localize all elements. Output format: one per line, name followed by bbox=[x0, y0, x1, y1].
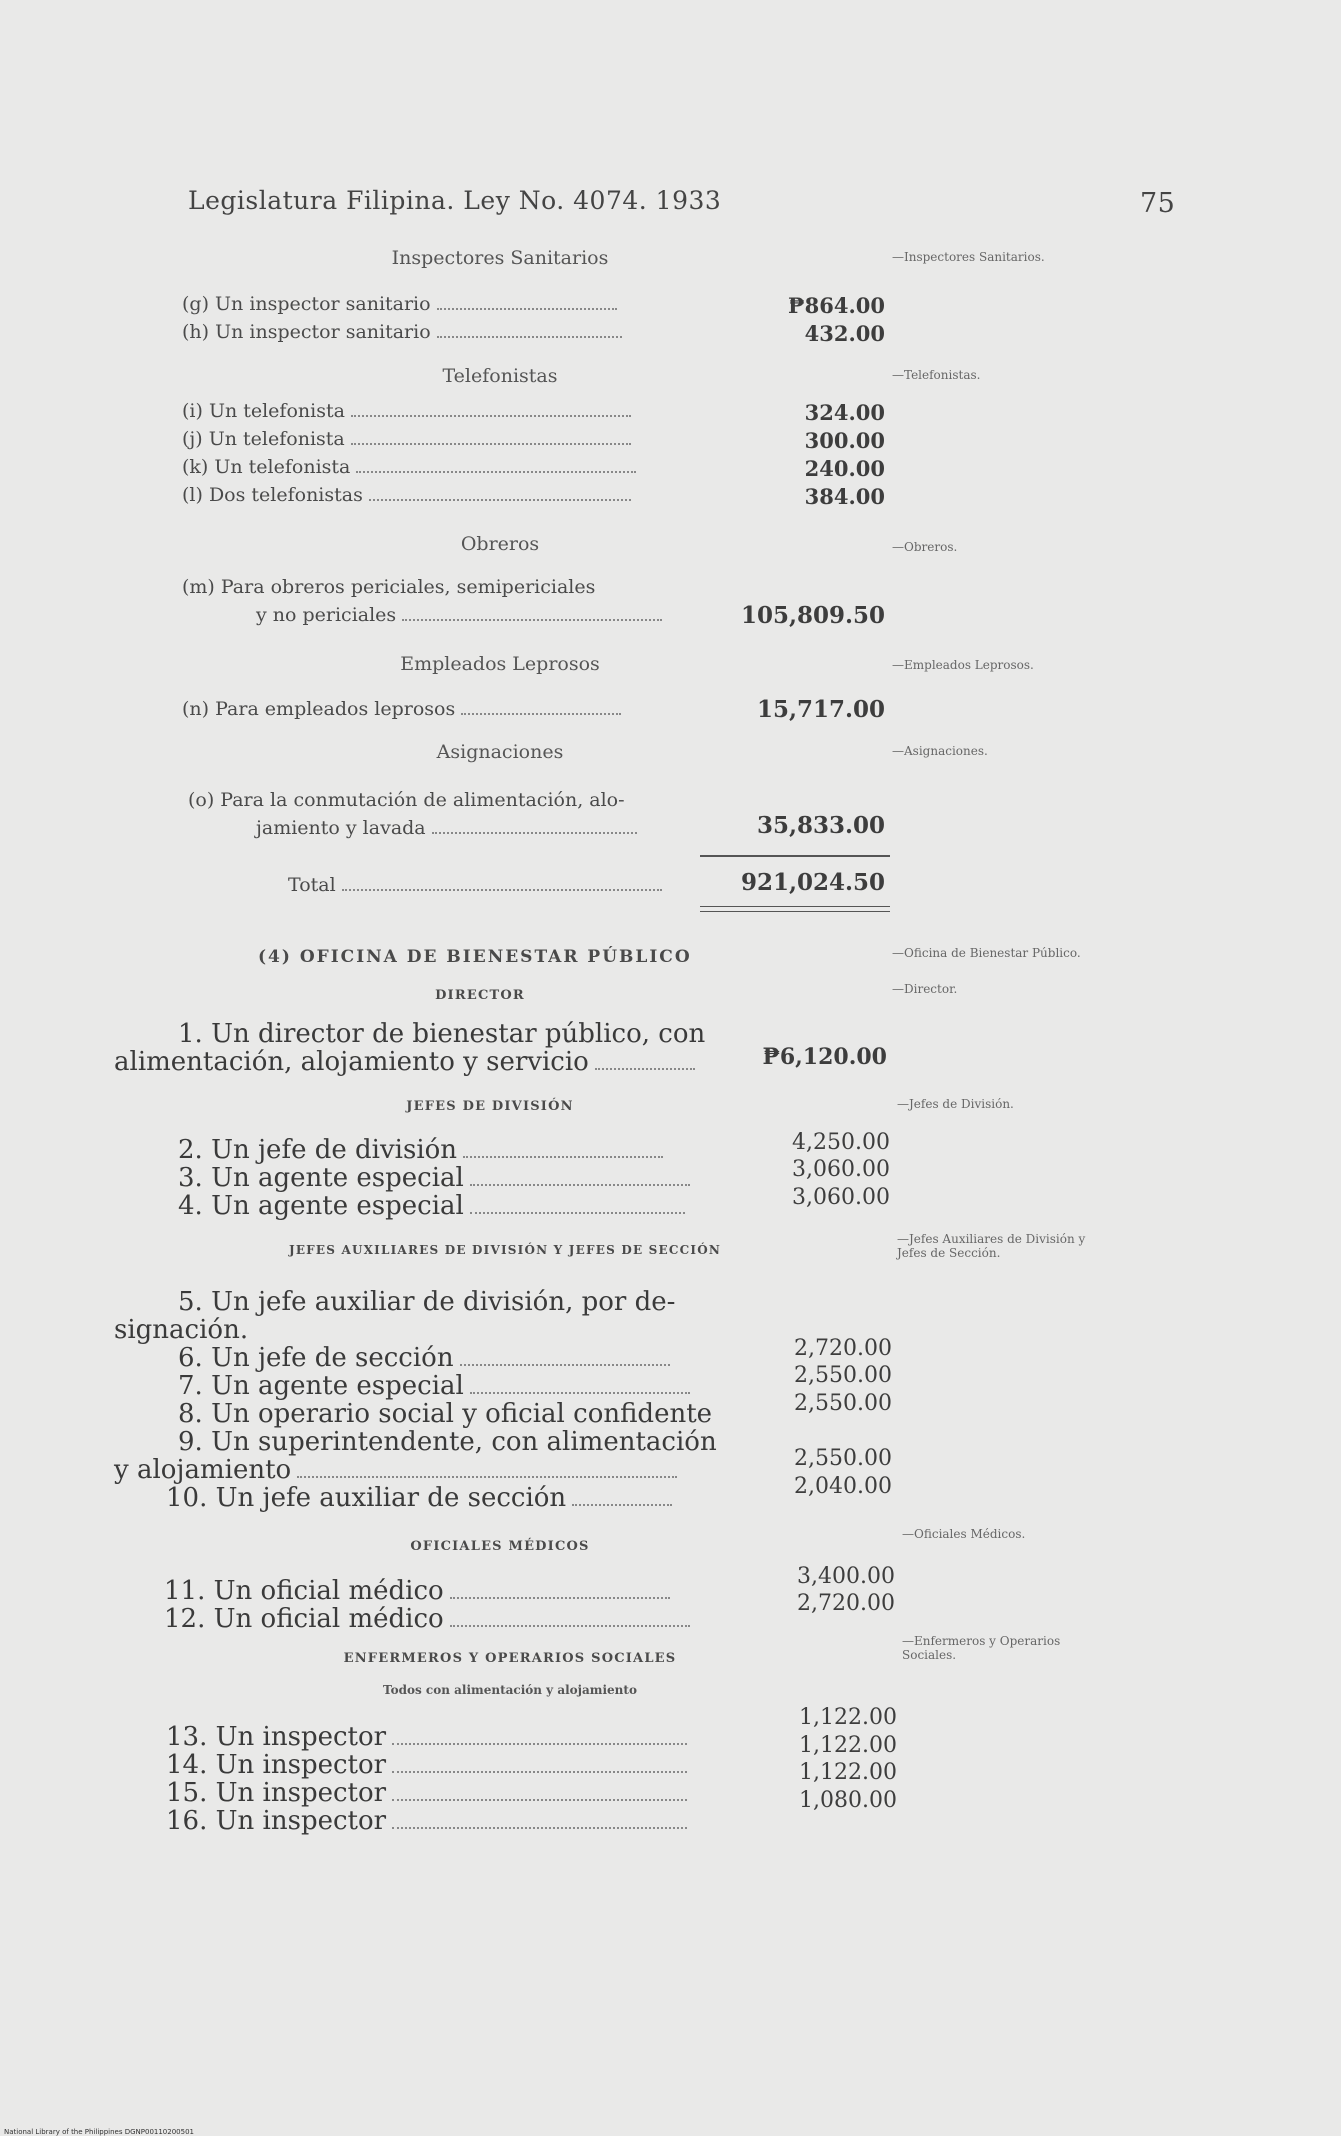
margin-note-medicos: —Oficiales Médicos. bbox=[902, 1527, 1026, 1541]
amount: 432.00 bbox=[804, 321, 885, 346]
amount: 35,833.00 bbox=[756, 812, 885, 839]
list-item: 14. Un inspector bbox=[166, 1750, 687, 1780]
list-item: 10. Un jefe auxiliar de sección bbox=[166, 1483, 672, 1513]
amount: 1,122.00 bbox=[799, 1733, 897, 1758]
amount: 2,550.00 bbox=[794, 1446, 892, 1471]
margin-note-oficina: —Oficina de Bienestar Público. bbox=[892, 946, 1081, 960]
margin-note-obreros: —Obreros. bbox=[892, 540, 958, 554]
amount: ₱864.00 bbox=[788, 293, 885, 318]
amount: 300.00 bbox=[804, 428, 885, 453]
total-amount: 921,024.50 bbox=[740, 869, 885, 896]
section-heading-leprosos: Empleados Leprosos bbox=[400, 653, 600, 675]
amount: 2,720.00 bbox=[797, 1591, 895, 1616]
list-item-line: (m) Para obreros periciales, semipericiales bbox=[182, 576, 596, 598]
list-item: 13. Un inspector bbox=[166, 1722, 687, 1752]
margin-note-jefes: —Jefes de División. bbox=[897, 1097, 1014, 1111]
list-item-line: y alojamiento bbox=[114, 1455, 677, 1485]
list-item-line: alimentación, alojamiento y servicio bbox=[114, 1047, 695, 1077]
list-item: (k) Un telefonista bbox=[182, 456, 636, 478]
list-item: 3. Un agente especial bbox=[178, 1163, 690, 1193]
amount: 3,060.00 bbox=[792, 1185, 890, 1210]
list-item: 11. Un oficial médico bbox=[164, 1576, 670, 1606]
section-heading-telefonistas: Telefonistas bbox=[442, 365, 558, 387]
amount: 1,122.00 bbox=[799, 1760, 897, 1785]
subheading-note: Todos con alimentación y alojamiento bbox=[383, 1683, 637, 1697]
section-heading-asignaciones: Asignaciones bbox=[436, 741, 564, 763]
subheading-auxiliares: JEFES AUXILIARES DE DIVISIÓN Y JEFES DE SECCIÓN bbox=[288, 1243, 722, 1257]
scan-credit: National Library of the Philippines DGNP00110200501 bbox=[4, 2128, 194, 2136]
amount: 1,080.00 bbox=[799, 1788, 897, 1813]
total-double-rule bbox=[700, 906, 890, 907]
amount: 324.00 bbox=[804, 400, 885, 425]
subheading-director: DIRECTOR bbox=[435, 988, 525, 1003]
margin-note-auxiliares: —Jefes Auxiliares de División y Jefes de Sección. bbox=[897, 1232, 1086, 1260]
list-item: 6. Un jefe de sección bbox=[178, 1343, 670, 1373]
amount: 384.00 bbox=[804, 484, 885, 509]
list-item: 12. Un oficial médico bbox=[164, 1604, 690, 1634]
amount: 2,720.00 bbox=[794, 1336, 892, 1361]
subheading-jefes: JEFES DE DIVISIÓN bbox=[406, 1099, 574, 1114]
amount: 3,060.00 bbox=[792, 1157, 890, 1182]
list-item-line: 9. Un superintendente, con alimentación bbox=[178, 1427, 717, 1457]
page-number: 75 bbox=[1140, 188, 1176, 219]
list-item: 2. Un jefe de división bbox=[178, 1135, 663, 1165]
list-item-line: 5. Un jefe auxiliar de división, por de- bbox=[178, 1287, 676, 1317]
office-heading: (4) OFICINA DE BIENESTAR PÚBLICO bbox=[258, 947, 692, 967]
list-item-line: (o) Para la conmutación de alimentación, alo- bbox=[188, 789, 625, 811]
amount: 2,550.00 bbox=[794, 1363, 892, 1388]
amount: 2,040.00 bbox=[794, 1474, 892, 1499]
amount: 1,122.00 bbox=[799, 1705, 897, 1730]
list-item-line: 1. Un director de bienestar público, con bbox=[178, 1019, 706, 1049]
list-item: (h) Un inspector sanitario bbox=[182, 321, 622, 343]
margin-note-director: —Director. bbox=[892, 982, 958, 996]
amount: 15,717.00 bbox=[756, 696, 885, 723]
list-item-line: y no periciales bbox=[256, 604, 662, 626]
list-item: 7. Un agente especial bbox=[178, 1371, 690, 1401]
margin-note-enfermeros: —Enfermeros y Operarios Sociales. bbox=[902, 1634, 1061, 1662]
subheading-enfermeros: ENFERMEROS Y OPERARIOS SOCIALES bbox=[343, 1651, 677, 1666]
list-item: 16. Un inspector bbox=[166, 1806, 687, 1836]
amount: ₱6,120.00 bbox=[762, 1044, 887, 1070]
list-item: 4. Un agente especial bbox=[178, 1191, 685, 1221]
list-item-line: signación. bbox=[114, 1315, 249, 1345]
amount: 2,550.00 bbox=[794, 1391, 892, 1416]
margin-note-asignaciones: —Asignaciones. bbox=[892, 744, 988, 758]
list-item: (i) Un telefonista bbox=[182, 400, 631, 422]
subheading-medicos: OFICIALES MÉDICOS bbox=[410, 1539, 590, 1554]
list-item: 8. Un operario social y oficial confidente bbox=[178, 1399, 713, 1429]
amount: 4,250.00 bbox=[792, 1130, 890, 1155]
list-item-line: jamiento y lavada bbox=[256, 817, 637, 839]
section-heading-inspectores: Inspectores Sanitarios bbox=[391, 247, 609, 269]
list-item: (n) Para empleados leprosos bbox=[182, 698, 621, 720]
margin-note-leprosos: —Empleados Leprosos. bbox=[892, 658, 1034, 672]
sum-rule bbox=[700, 855, 890, 857]
amount: 240.00 bbox=[804, 456, 885, 481]
running-header: Legislatura Filipina. Ley No. 4074. 1933 bbox=[188, 186, 722, 215]
total-double-rule bbox=[700, 911, 890, 912]
amount: 105,809.50 bbox=[740, 602, 885, 629]
margin-note-inspectores: —Inspectores Sanitarios. bbox=[892, 250, 1045, 264]
amount: 3,400.00 bbox=[797, 1564, 895, 1589]
list-item: (j) Un telefonista bbox=[182, 428, 631, 450]
total-row: Total bbox=[288, 874, 662, 896]
margin-note-telefonistas: —Telefonistas. bbox=[892, 368, 981, 382]
list-item: (g) Un inspector sanitario bbox=[182, 293, 617, 315]
list-item: (l) Dos telefonistas bbox=[182, 484, 631, 506]
list-item: 15. Un inspector bbox=[166, 1778, 687, 1808]
section-heading-obreros: Obreros bbox=[460, 533, 540, 555]
